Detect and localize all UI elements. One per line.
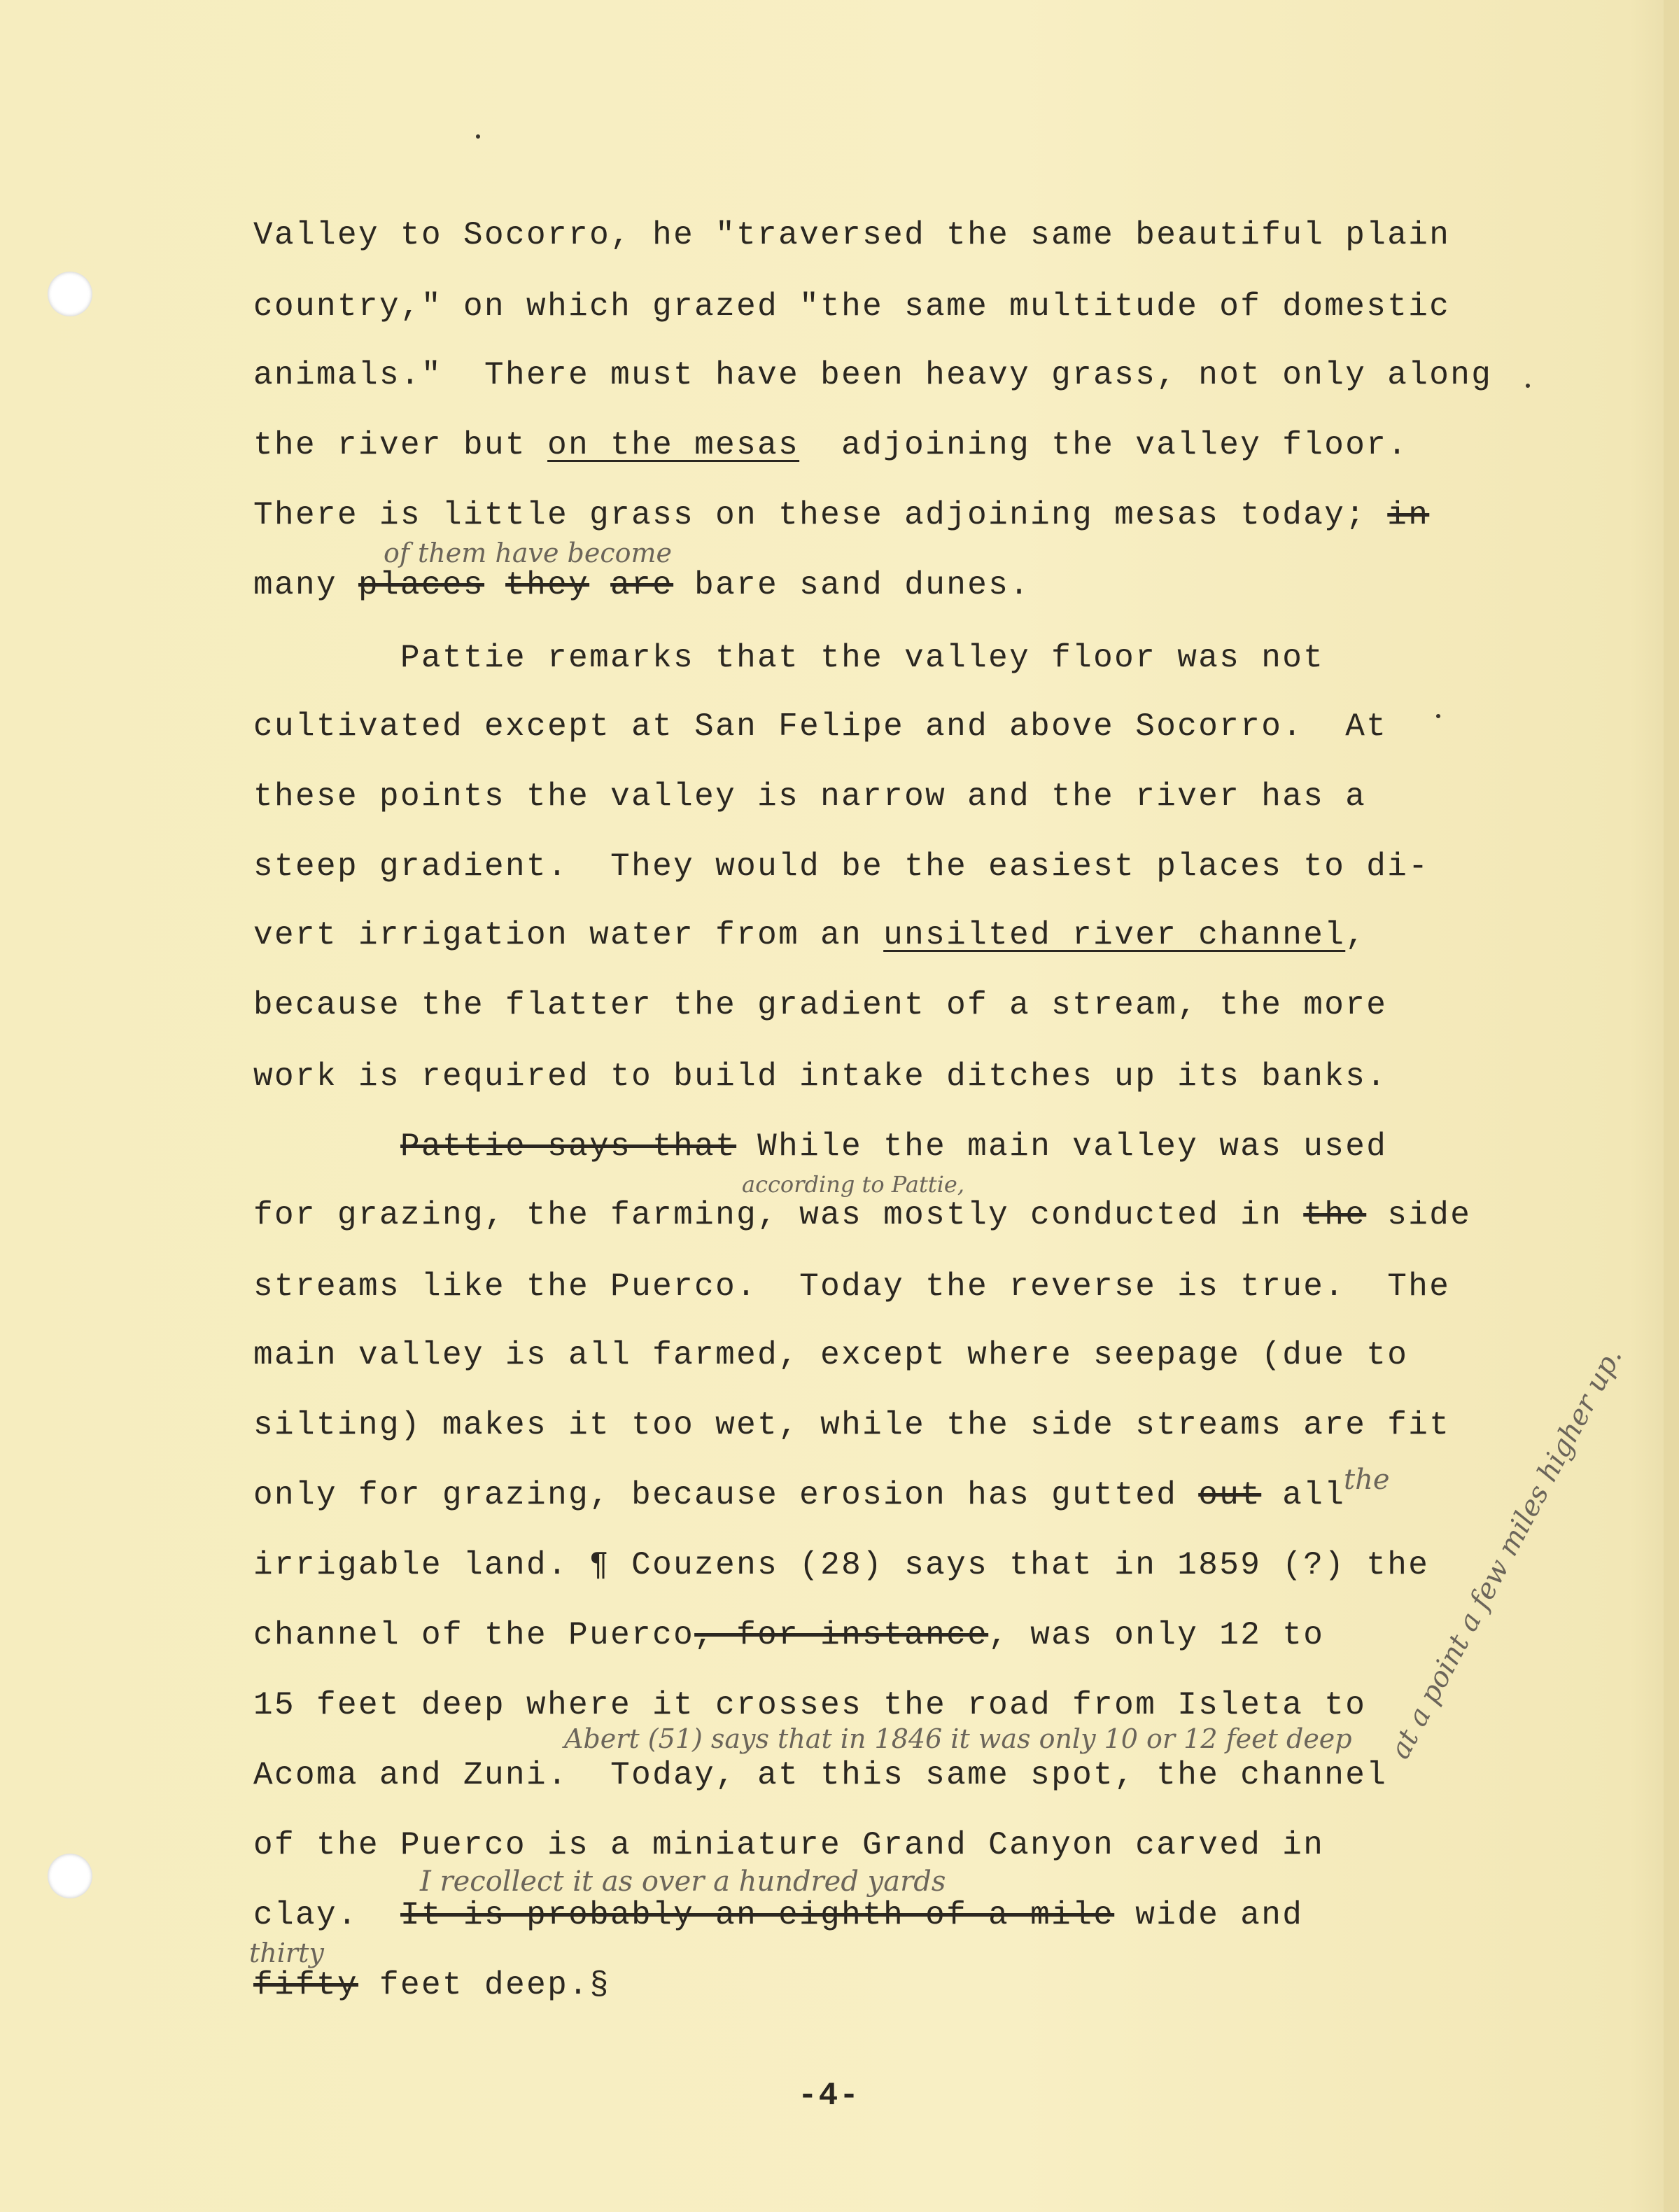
text-line-26: fifty feet deep.§	[253, 1967, 611, 2003]
struck-phrase: Pattie says that	[400, 1128, 737, 1165]
handwritten-insert-according-to-pattie: according to Pattie,	[742, 1171, 964, 1198]
text-line-6: many places they are bare sand dunes.	[253, 567, 1031, 603]
text-line-7: Pattie remarks that the valley floor was not	[253, 640, 1325, 676]
underlined-phrase: on the mesas	[547, 427, 800, 463]
text-line-22: 15 feet deep where it crosses the road from Isleta to	[253, 1687, 1367, 1723]
text-line-21: channel of the Puerco, for instance, was only 12 to	[253, 1617, 1325, 1653]
handwritten-insert-abert: Abert (51) says that in 1846 it was only 10 or 12 feet deep	[564, 1723, 1352, 1754]
text-line-20: irrigable land. ¶ Couzens (28) says that in 1859 (?) the	[253, 1547, 1430, 1583]
text-line-14: Pattie says that While the main valley was used	[400, 1128, 1388, 1165]
text-line-23: Acoma and Zuni. Today, at this same spot, the channel	[253, 1757, 1388, 1793]
paper-edge	[1664, 0, 1679, 2212]
struck-word: the	[1303, 1197, 1367, 1233]
text-line-24: of the Puerco is a miniature Grand Canyon carved in	[253, 1827, 1325, 1863]
struck-word: in	[1387, 497, 1430, 533]
punch-hole-bottom	[48, 1854, 92, 1898]
text-line-19: only for grazing, because erosion has gutted out all	[253, 1477, 1346, 1513]
text-line-4: the river but on the mesas adjoining the valley floor.	[253, 427, 1409, 463]
handwritten-insert-recollect: I recollect it as over a hundred yards	[420, 1865, 946, 1898]
paper-speck	[476, 134, 480, 139]
struck-word: fifty	[253, 1967, 359, 2003]
text-line-15: for grazing, the farming, was mostly conducted in the side	[253, 1197, 1472, 1233]
handwritten-insert-the: the	[1344, 1464, 1390, 1496]
text-line-8: cultivated except at San Felipe and above Socorro. At	[253, 708, 1388, 745]
text-line-12: because the flatter the gradient of a stream, the more	[253, 987, 1388, 1023]
text-line-10: steep gradient. They would be the easiest places to di-	[253, 848, 1430, 885]
text-line-5: There is little grass on these adjoining mesas today; in	[253, 497, 1430, 533]
struck-word: they	[505, 567, 590, 603]
handwritten-insert-of-them-have-become: of them have become	[384, 538, 673, 568]
text-line-17: main valley is all farmed, except where seepage (due to	[253, 1337, 1409, 1373]
struck-phrase: , for instance	[694, 1617, 989, 1653]
text-line-11: vert irrigation water from an unsilted river channel,	[253, 917, 1367, 953]
paper-speck	[1436, 714, 1440, 718]
text-line-25: clay. It is probably an eighth of a mile wide and	[253, 1897, 1304, 1933]
struck-word: are	[610, 567, 674, 603]
handwritten-insert-thirty: thirty	[249, 1938, 324, 1968]
underlined-phrase: unsilted river channel	[883, 917, 1346, 953]
text-line-18: silting) makes it too wet, while the side streams are fit	[253, 1407, 1451, 1443]
text-line-16: streams like the Puerco. Today the reverse is true. The	[253, 1268, 1451, 1305]
text-line-13: work is required to build intake ditches up its banks.	[253, 1058, 1388, 1095]
text-line-9: these points the valley is narrow and the river has a	[253, 778, 1367, 815]
text-line-1: Valley to Socorro, he "traversed the same beautiful plain	[253, 217, 1451, 253]
struck-word: out	[1198, 1477, 1262, 1513]
punch-hole-top	[48, 272, 92, 316]
struck-word: places	[358, 567, 485, 603]
struck-phrase: It is probably an eighth of a mile	[400, 1897, 1115, 1933]
text-line-3: animals." There must have been heavy grass, not only along	[253, 357, 1493, 393]
handwritten-margin-note: at a point a few miles higher up.	[1384, 1342, 1629, 1765]
text-line-2: country," on which grazed "the same multitude of domestic	[253, 288, 1451, 325]
paper-speck	[1526, 384, 1530, 388]
page-number: -4-	[798, 2078, 860, 2114]
